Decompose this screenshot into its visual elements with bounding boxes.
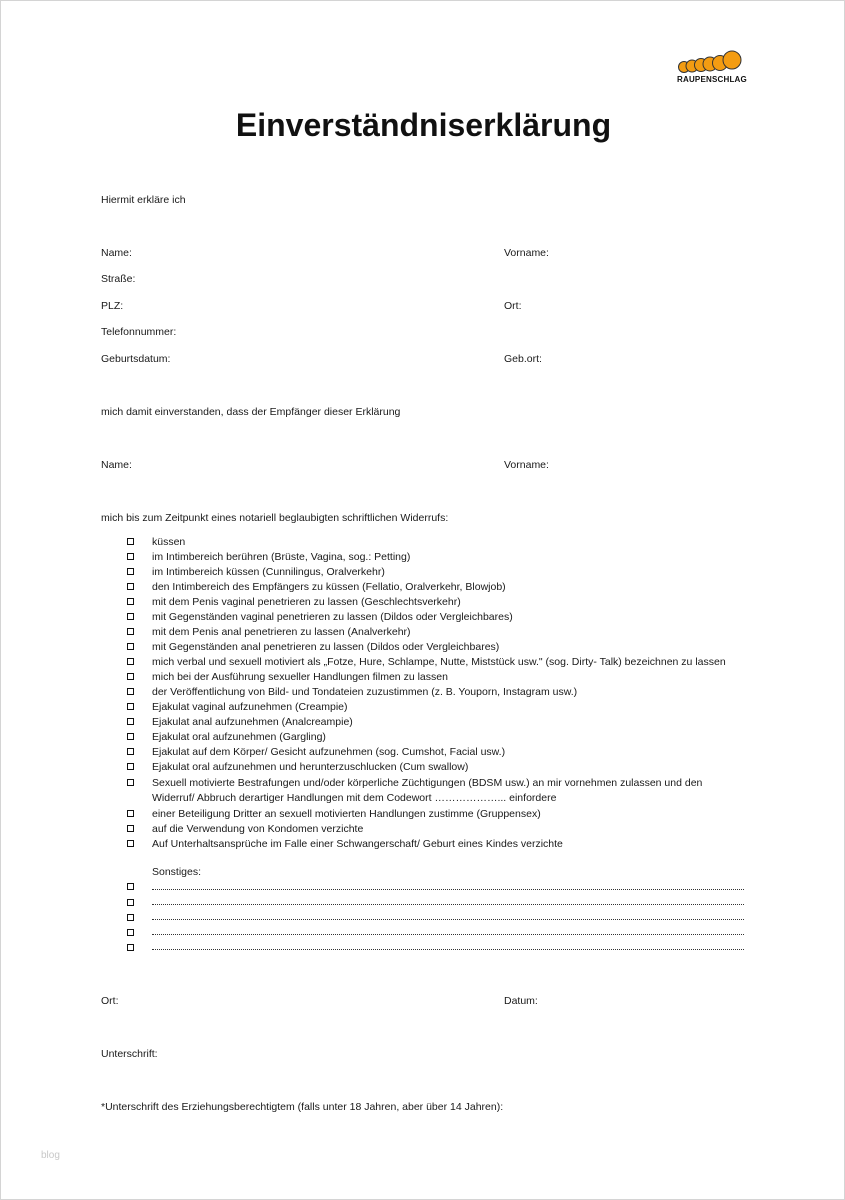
sonstiges-dotted-line[interactable]	[152, 919, 744, 920]
item-checkbox[interactable]	[127, 763, 134, 770]
checklist-item: Ejakulat anal aufzunehmen (Analcreampie)	[152, 716, 353, 728]
sonstiges-checkbox[interactable]	[127, 883, 134, 890]
consent-text: mich damit einverstanden, dass der Empfänger dieser Erklärung	[101, 406, 401, 418]
item-checkbox[interactable]	[127, 688, 134, 695]
item-checkbox[interactable]	[127, 643, 134, 650]
intro-text: Hiermit erkläre ich	[101, 194, 186, 206]
ort-field-label: Ort:	[504, 300, 522, 312]
item-checkbox[interactable]	[127, 718, 134, 725]
item-checkbox[interactable]	[127, 538, 134, 545]
item-checkbox[interactable]	[127, 779, 134, 786]
sonstiges-label: Sonstiges:	[152, 866, 202, 878]
sonstiges-checkbox[interactable]	[127, 929, 134, 936]
checklist-item: Ejakulat oral aufzunehmen (Gargling)	[152, 731, 326, 743]
plz-field-label: PLZ:	[101, 300, 124, 312]
sonstiges-dotted-line[interactable]	[152, 889, 744, 890]
checklist-item: Ejakulat vaginal aufzunehmen (Creampie)	[152, 701, 348, 713]
sonstiges-checkbox[interactable]	[127, 944, 134, 951]
sonstiges-dotted-line[interactable]	[152, 934, 744, 935]
checklist-item: mit Gegenständen anal penetrieren zu lassen (Dildos oder Vergleichbares)	[152, 641, 500, 653]
footer-datum-label: Datum:	[504, 995, 538, 1007]
watermark-text: blog	[41, 1150, 60, 1161]
geburtsort-field-label: Geb.ort:	[504, 353, 542, 365]
item-checkbox[interactable]	[127, 553, 134, 560]
item-checkbox[interactable]	[127, 658, 134, 665]
item-checkbox[interactable]	[127, 810, 134, 817]
sonstiges-dotted-line[interactable]	[152, 904, 744, 905]
checklist-item: im Intimbereich berühren (Brüste, Vagina, sog.: Petting)	[152, 551, 411, 563]
item-checkbox[interactable]	[127, 673, 134, 680]
checklist-item-continuation: Widerruf/ Abbruch derartiger Handlungen mit dem Codewort ………………... einfordere	[152, 792, 557, 804]
checklist-item: auf die Verwendung von Kondomen verzichte	[152, 823, 364, 835]
checklist-item: mich verbal und sexuell motiviert als „Fotze, Hure, Schlampe, Nutte, Miststück usw." (sog. Dirty- Talk) bezeichnen zu lassen	[152, 656, 726, 668]
checklist-item: mit dem Penis vaginal penetrieren zu lassen (Geschlechtsverkehr)	[152, 596, 461, 608]
logo-text: RAUPENSCHLAG	[677, 75, 747, 84]
item-checkbox[interactable]	[127, 568, 134, 575]
checklist-item: mit dem Penis anal penetrieren zu lassen (Analverkehr)	[152, 626, 411, 638]
signature-label: Unterschrift:	[101, 1048, 158, 1060]
checklist-item: einer Beteiligung Dritter an sexuell motivierten Handlungen zustimme (Gruppensex)	[152, 808, 541, 820]
checklist-item: im Intimbereich küssen (Cunnilingus, Oralverkehr)	[152, 566, 385, 578]
item-checkbox[interactable]	[127, 613, 134, 620]
recipient-vorname-label: Vorname:	[504, 459, 549, 471]
vorname-field-label: Vorname:	[504, 247, 549, 259]
document-title: Einverständniserklärung	[235, 107, 612, 143]
item-checkbox[interactable]	[127, 598, 134, 605]
checklist-item: der Veröffentlichung von Bild- und Tondateien zuzustimmen (z. B. Youporn, Instagram usw.)	[152, 686, 578, 698]
checklist-item: küssen	[152, 536, 186, 548]
checklist-item: den Intimbereich des Empfängers zu küssen (Fellatio, Oralverkehr, Blowjob)	[152, 581, 506, 593]
item-checkbox[interactable]	[127, 733, 134, 740]
geburtsdatum-field-label: Geburtsdatum:	[101, 353, 171, 365]
recipient-name-label: Name:	[101, 459, 132, 471]
item-checkbox[interactable]	[127, 748, 134, 755]
checklist-item: Auf Unterhaltsansprüche im Falle einer Schwangerschaft/ Geburt eines Kindes verzichte	[152, 838, 563, 850]
sonstiges-dotted-line[interactable]	[152, 949, 744, 950]
item-checkbox[interactable]	[127, 628, 134, 635]
caterpillar-logo-icon	[675, 49, 751, 77]
item-checkbox[interactable]	[127, 840, 134, 847]
sonstiges-checkbox[interactable]	[127, 914, 134, 921]
checklist-item: Sexuell motivierte Bestrafungen und/oder körperliche Züchtigungen (BDSM usw.) an mir vornehmen zulassen und den	[152, 777, 703, 789]
item-checkbox[interactable]	[127, 583, 134, 590]
checklist-item: mich bei der Ausführung sexueller Handlungen filmen zu lassen	[152, 671, 448, 683]
item-checkbox[interactable]	[127, 703, 134, 710]
checklist-item: mit Gegenständen vaginal penetrieren zu lassen (Dildos oder Vergleichbares)	[152, 611, 513, 623]
telefon-field-label: Telefonnummer:	[101, 326, 177, 338]
revocation-text: mich bis zum Zeitpunkt eines notariell beglaubigten schriftlichen Widerrufs:	[101, 512, 449, 524]
strasse-field-label: Straße:	[101, 273, 136, 285]
sonstiges-checkbox[interactable]	[127, 899, 134, 906]
checklist-item: Ejakulat oral aufzunehmen und herunterzuschlucken (Cum swallow)	[152, 761, 469, 773]
checklist-item: Ejakulat auf dem Körper/ Gesicht aufzunehmen (sog. Cumshot, Facial usw.)	[152, 746, 506, 758]
guardian-signature-label: *Unterschrift des Erziehungsberechtigtem (falls unter 18 Jahren, aber über 14 Jahren):	[101, 1101, 504, 1113]
footer-ort-label: Ort:	[101, 995, 119, 1007]
item-checkbox[interactable]	[127, 825, 134, 832]
raupenschlag-logo	[675, 49, 751, 89]
name-field-label: Name:	[101, 247, 132, 259]
